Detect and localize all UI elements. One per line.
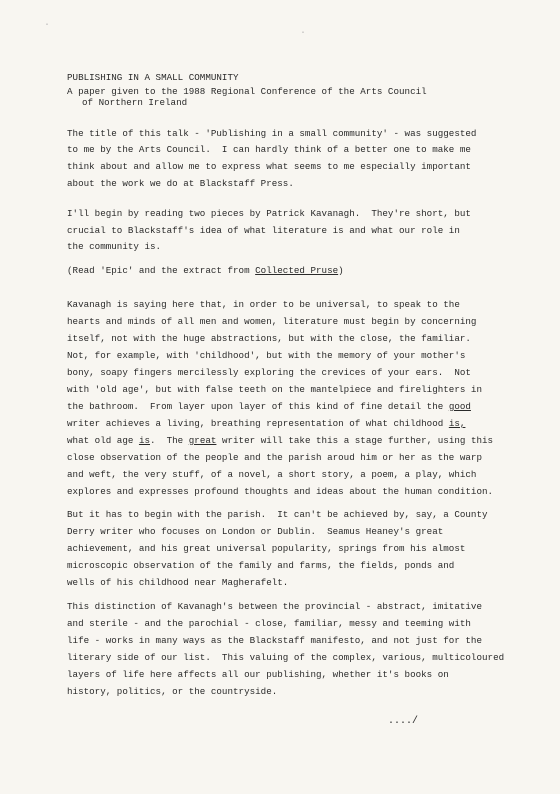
paragraph-line: think about and allow me to express what seems to me especially important xyxy=(67,161,471,172)
paragraph-line: microscopic observation of the family and farms, the fields, ponds and xyxy=(67,560,455,571)
emphasis-good: good xyxy=(448,401,471,412)
paragraph-line: about the work we do at Blackstaff Press. xyxy=(67,178,294,189)
emphasis-great: great xyxy=(188,435,217,446)
paragraph-line: what old age is. The great writer will take this a stage further, using this xyxy=(67,435,494,446)
paragraph-line: writer achieves a living, breathing representation of what childhood is, xyxy=(67,418,466,429)
paragraph-line: literary side of our list. This valuing of the complex, various, multicoloured xyxy=(67,652,505,663)
document-subtitle: of Northern Ireland xyxy=(82,97,188,108)
paragraph-line: layers of life here affects all our publishing, whether it's books on xyxy=(67,669,449,680)
paragraph-line: and sterile - and the parochial - close, familiar, messy and teeming with xyxy=(67,618,471,629)
paragraph-line: Kavanagh is saying here that, in order to be universal, to speak to the xyxy=(67,299,460,310)
paragraph-line: life - works in many ways as the Blackstaff manifesto, and not just for the xyxy=(67,635,483,646)
paragraph-line: I'll begin by reading two pieces by Patrick Kavanagh. They're short, but xyxy=(67,208,471,219)
paragraph-line: bony, soapy fingers mercilessly exploring the crevices of your ears. Not xyxy=(67,367,471,378)
book-title: Collected Pruse xyxy=(255,265,339,276)
paper-mark: · xyxy=(300,28,307,39)
paragraph-line: history, politics, or the countryside. xyxy=(67,686,278,697)
paragraph-line: Not, for example, with 'childhood', but with the memory of your mother's xyxy=(67,350,466,361)
paragraph-line: the community is. xyxy=(67,241,162,252)
paragraph-line: close observation of the people and the parish aroud him or her as the warp xyxy=(67,452,483,463)
paragraph-line: This distinction of Kavanagh's between the provincial - abstract, imitative xyxy=(67,601,483,612)
paragraph-line: The title of this talk - 'Publishing in a small community' - was suggested xyxy=(67,128,477,139)
paragraph-line: achievement, and his great universal popularity, springs from his almost xyxy=(67,543,466,554)
emphasis-is: is, xyxy=(448,418,466,429)
stage-direction: (Read 'Epic' and the extract from Collected Pruse) xyxy=(67,265,344,276)
paragraph-line: with 'old age', but with false teeth on the mantelpiece and firelighters in xyxy=(67,384,483,395)
paragraph-line: explores and expresses profound thoughts and ideas about the human condition. xyxy=(67,486,494,497)
paragraph-line: wells of his childhood near Magherafelt. xyxy=(67,577,289,588)
document-subtitle: A paper given to the 1988 Regional Conference of the Arts Council xyxy=(67,86,427,97)
paragraph-line: the bathroom. From layer upon layer of this kind of fine detail the good xyxy=(67,401,471,412)
paragraph-line: to me by the Arts Council. I can hardly think of a better one to make me xyxy=(67,144,471,155)
paragraph-line: crucial to Blackstaff's idea of what literature is and what our role in xyxy=(67,225,460,236)
document-title: PUBLISHING IN A SMALL COMMUNITY xyxy=(67,72,239,83)
paragraph-line: Derry writer who focuses on London or Dublin. Seamus Heaney's great xyxy=(67,526,444,537)
paragraph-line: But it has to begin with the parish. It can't be achieved by, say, a County xyxy=(67,509,488,520)
paragraph-line: and weft, the very stuff, of a novel, a short story, a poem, a play, which xyxy=(67,469,477,480)
continuation-mark: ..../ xyxy=(388,716,419,727)
paragraph-line: hearts and minds of all men and women, literature must begin by concerning xyxy=(67,316,477,327)
paper-mark: · xyxy=(44,20,51,31)
emphasis-is: is xyxy=(138,435,151,446)
paragraph-line: itself, not with the huge abstractions, but with the close, the familiar. xyxy=(67,333,471,344)
